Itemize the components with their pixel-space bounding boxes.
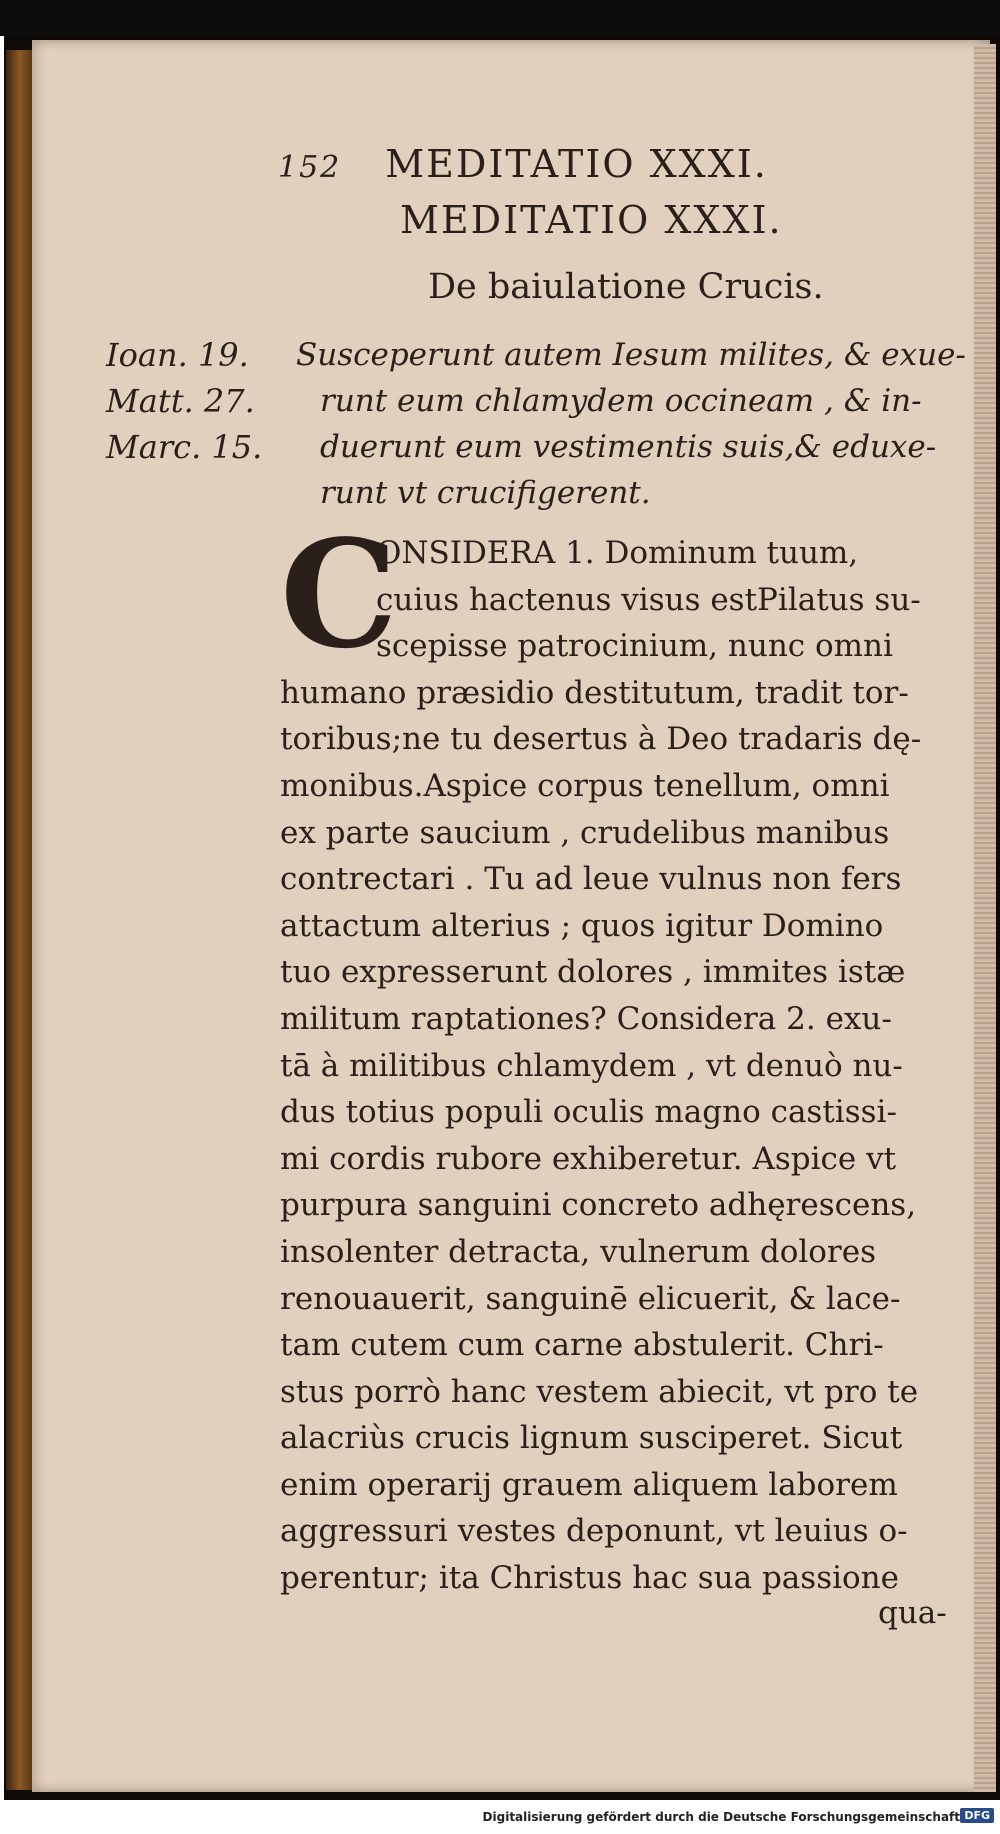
- margin-references: [106, 332, 262, 470]
- digitization-credit: Digitalisierung gefördert durch die Deutsche Forschungsgemeinschaft: [482, 1810, 960, 1824]
- body-line: renouauerit, sanguinē elicuerit, & lace-: [280, 1280, 901, 1317]
- dfg-logo: DFG: [960, 1808, 994, 1823]
- body-line: enim operarij grauem aliquem laborem: [280, 1466, 898, 1503]
- verse-line: duerunt eum vestimentis suis,& eduxe-: [320, 429, 937, 465]
- body-line: cuius hactenus visus estPilatus su-: [376, 581, 921, 618]
- body-line: insolenter detracta, vulnerum dolores: [280, 1233, 877, 1270]
- body-line: stus porrò hanc vestem abiecit, vt pro te: [280, 1373, 919, 1410]
- body-line: tuo expresserunt dolores , immites istæ: [280, 954, 906, 991]
- running-title: MEDITATIO XXXI.: [385, 142, 768, 186]
- drop-capital: C: [280, 507, 398, 681]
- body-line: monibus.Aspice corpus tenellum, omni: [280, 767, 890, 804]
- margin-ref: Matt. 27.: [106, 382, 255, 420]
- body-line: alacriùs crucis lignum susciperet. Sicut: [280, 1420, 903, 1457]
- body-line: ex parte saucium , crudelibus manibus: [280, 814, 890, 851]
- body-line: dus totius populi oculis magno castissi-: [280, 1094, 897, 1131]
- body-line: mi cordis rubore exhiberetur. Aspice vt: [280, 1140, 897, 1177]
- verse-line: runt vt crucifigerent.: [320, 475, 651, 511]
- body-line: tam cutem cum carne abstulerit. Chri-: [280, 1327, 884, 1364]
- verse-line: runt eum chlamydem occineam , & in-: [320, 383, 922, 419]
- meditation-subtitle: De baiulatione Crucis.: [428, 267, 824, 307]
- running-header: [278, 142, 768, 186]
- verse-line: Susceperunt autem Iesum milites, & exue-: [296, 337, 966, 373]
- body-line: perentur; ita Christus hac sua passione: [280, 1560, 899, 1597]
- meditation-title: MEDITATIO XXXI.: [400, 198, 783, 242]
- scripture-verse: [290, 332, 966, 516]
- body-line: humano præsidio destitutum, tradit tor-: [280, 674, 909, 711]
- body-text: [280, 530, 960, 1602]
- body-line: attactum alterius ; quos igitur Domino: [280, 907, 884, 944]
- body-line: ONSIDERA 1. Dominum tuum,: [376, 535, 859, 571]
- body-line: militum raptationes? Considera 2. exu-: [280, 1000, 892, 1037]
- body-line: aggressuri vestes deponunt, vt leuius o-: [280, 1513, 908, 1550]
- body-line: tā à militibus chlamydem , vt denuò nu-: [280, 1047, 903, 1084]
- catchword: qua-: [878, 1595, 947, 1631]
- page-edges: [974, 44, 996, 1792]
- body-line: purpura sanguini concreto adhęrescens,: [280, 1187, 917, 1224]
- top-black-bar: [0, 0, 1000, 36]
- page-number: 152: [278, 150, 342, 185]
- body-line: toribus;ne tu desertus à Deo tradaris dę-: [280, 721, 922, 758]
- margin-ref: Ioan. 19.: [106, 336, 249, 374]
- body-line: contrectari . Tu ad leue vulnus non fers: [280, 861, 902, 898]
- margin-ref: Marc. 15.: [106, 428, 263, 466]
- body-line: scepisse patrocinium, nunc omni: [376, 628, 893, 665]
